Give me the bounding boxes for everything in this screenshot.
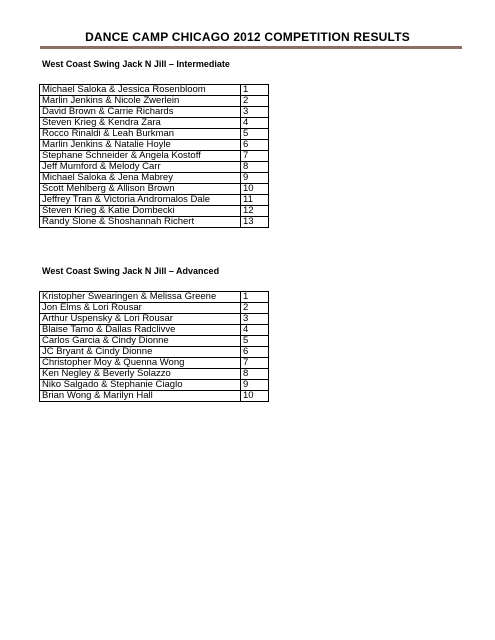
couple-names-cell: Kristopher Swearingen & Melissa Greene — [40, 292, 241, 303]
placement-cell: 9 — [241, 380, 269, 391]
table-row — [40, 195, 269, 206]
table-row — [40, 347, 269, 358]
placement-cell: 11 — [241, 195, 269, 206]
table-row — [40, 391, 269, 402]
couple-names-cell: Stephane Schneider & Angela Kostoff — [40, 151, 241, 162]
placement-cell: 2 — [241, 96, 269, 107]
table-row — [40, 162, 269, 173]
couple-names-cell: Carlos Garcia & Cindy Dionne — [40, 336, 241, 347]
couple-names-cell: Michael Saloka & Jena Mabrey — [40, 173, 241, 184]
placement-cell: 10 — [241, 391, 269, 402]
placement-cell: 5 — [241, 129, 269, 140]
results-table-body — [40, 85, 269, 228]
placement-cell: 1 — [241, 85, 269, 96]
placement-cell: 1 — [241, 292, 269, 303]
couple-names-cell: Blaise Tamo & Dallas Radclivve — [40, 325, 241, 336]
section-heading-advanced: West Coast Swing Jack N Jill – Advanced — [42, 266, 220, 276]
placement-cell: 4 — [241, 118, 269, 129]
placement-cell: 6 — [241, 347, 269, 358]
couple-names-cell: Marlin Jenkins & Natalie Hoyle — [40, 140, 241, 151]
page-title: DANCE CAMP CHICAGO 2012 COMPETITION RESULTS — [85, 30, 410, 44]
placement-cell: 3 — [241, 107, 269, 118]
placement-cell: 9 — [241, 173, 269, 184]
placement-cell: 2 — [241, 303, 269, 314]
placement-cell: 10 — [241, 184, 269, 195]
placement-cell: 12 — [241, 206, 269, 217]
placement-cell: 7 — [241, 151, 269, 162]
couple-names-cell: Jon Elms & Lori Rousar — [40, 303, 241, 314]
table-row — [40, 325, 269, 336]
couple-names-cell: Jeff Mumford & Melody Carr — [40, 162, 241, 173]
couple-names-cell: Ken Negley & Beverly Solazzo — [40, 369, 241, 380]
couple-names-cell: Niko Salgado & Stephanie Ciaglo — [40, 380, 241, 391]
results-table-intermediate — [39, 84, 269, 228]
couple-names-cell: Christopher Moy & Quenna Wong — [40, 358, 241, 369]
couple-names-cell: Marlin Jenkins & Nicole Zwerlein — [40, 96, 241, 107]
section-heading-intermediate: West Coast Swing Jack N Jill – Intermediate — [42, 59, 230, 69]
table-row — [40, 151, 269, 162]
table-row — [40, 107, 269, 118]
table-row — [40, 85, 269, 96]
couple-names-cell: Steven Krieg & Katie Dombecki — [40, 206, 241, 217]
table-row — [40, 118, 269, 129]
table-row — [40, 292, 269, 303]
placement-cell: 13 — [241, 217, 269, 228]
couple-names-cell: Steven Krieg & Kendra Zara — [40, 118, 241, 129]
couple-names-cell: Rocco Rinaldi & Leah Burkman — [40, 129, 241, 140]
table-row — [40, 184, 269, 195]
table-row — [40, 336, 269, 347]
table-row — [40, 369, 269, 380]
placement-cell: 6 — [241, 140, 269, 151]
placement-cell: 4 — [241, 325, 269, 336]
table-row — [40, 217, 269, 228]
table-row — [40, 96, 269, 107]
couple-names-cell: Randy Slone & Shoshannah Richert — [40, 217, 241, 228]
couple-names-cell: Jeffrey Tran & Victoria Andromalos Dale — [40, 195, 241, 206]
table-row — [40, 206, 269, 217]
placement-cell: 8 — [241, 369, 269, 380]
table-row — [40, 140, 269, 151]
couple-names-cell: Michael Saloka & Jessica Rosenbloom — [40, 85, 241, 96]
table-row — [40, 380, 269, 391]
placement-cell: 3 — [241, 314, 269, 325]
couple-names-cell: Scott Mehlberg & Allison Brown — [40, 184, 241, 195]
couple-names-cell: Brian Wong & Marilyn Hall — [40, 391, 241, 402]
placement-cell: 5 — [241, 336, 269, 347]
couple-names-cell: JC Bryant & Cindy Dionne — [40, 347, 241, 358]
placement-cell: 8 — [241, 162, 269, 173]
title-divider — [40, 46, 462, 49]
placement-cell: 7 — [241, 358, 269, 369]
table-row — [40, 303, 269, 314]
results-table-body — [40, 292, 269, 402]
couple-names-cell: David Brown & Carrie Richards — [40, 107, 241, 118]
table-row — [40, 173, 269, 184]
couple-names-cell: Arthur Uspensky & Lori Rousar — [40, 314, 241, 325]
table-row — [40, 314, 269, 325]
results-table-advanced — [39, 291, 269, 402]
table-row — [40, 129, 269, 140]
table-row — [40, 358, 269, 369]
